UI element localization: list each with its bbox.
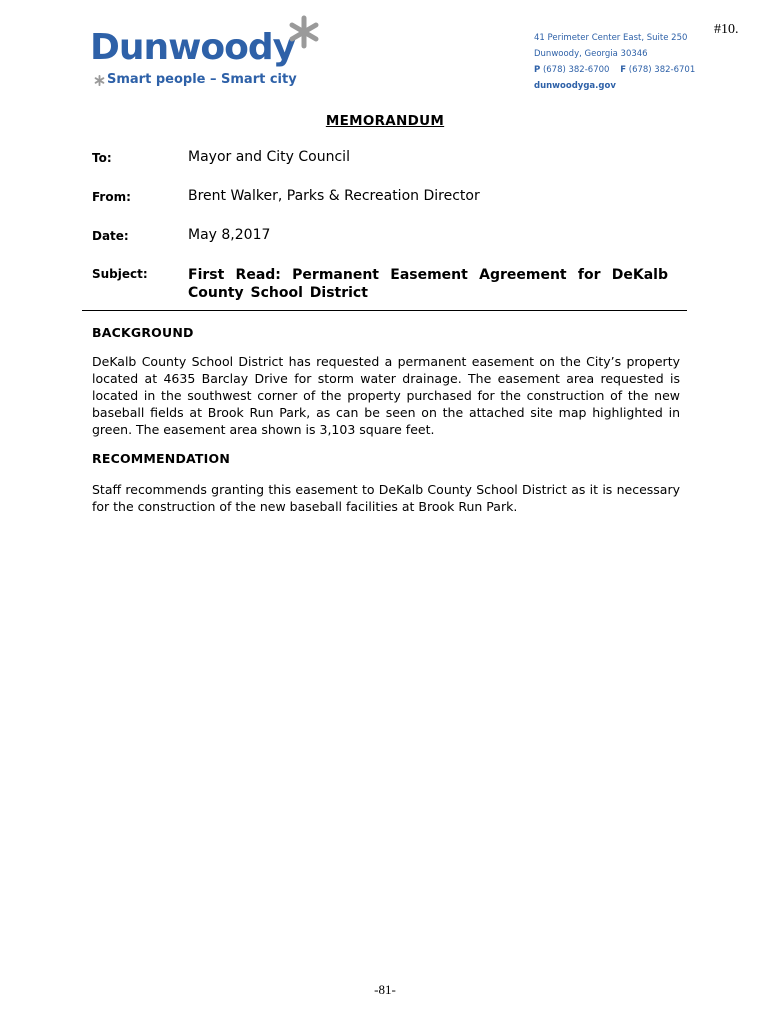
header-divider [82,310,687,311]
subject-value: First Read: Permanent Easement Agreement for DeKalb County School District [188,267,668,301]
recommendation-heading: RECOMMENDATION [92,451,230,466]
memo-title: MEMORANDUM [325,113,445,129]
address-phone-fax [534,62,695,78]
background-paragraph: DeKalb County School District has requested a permanent easement on the City’s property located at 4635 Barclay Drive for storm water drainage. The easement area requested is located in the southwest corner of the property purchased for the construction of the new baseball fields at Brook Run Park, as can be seen on the attached site map highlighted in green. The easement area shown is 3,103 square feet. [92,354,680,437]
item-number: #10. [714,22,739,37]
logo-asterisk-icon [286,14,322,50]
page-number: -81- [374,982,396,997]
phone-number: (678) 382-6700 [542,65,610,75]
recommendation-paragraph: Staff recommends granting this easement to DeKalb County School District as it is necessary for the construction of the new baseball facilities at Brook Run Park. [92,482,680,514]
date-label: Date: [92,229,129,243]
to-value: Mayor and City Council [188,149,350,165]
background-heading: BACKGROUND [92,325,194,340]
tagline-asterisk-icon [94,75,105,86]
address-line-2: Dunwoody, Georgia 30346 [534,49,648,59]
logo-wordmark: Dunwoody [90,27,296,68]
from-label: From: [92,190,131,204]
phone-label: P [534,65,541,75]
fax-number: (678) 382-6701 [628,65,696,75]
address-line-1: 41 Perimeter Center East, Suite 250 [534,33,688,43]
tagline-text: Smart people – Smart city [107,72,297,87]
from-value: Brent Walker, Parks & Recreation Director [188,188,480,204]
date-value: May 8,2017 [188,227,271,243]
logo-tagline [94,72,297,88]
website-link[interactable]: dunwoodyga.gov [534,81,616,91]
address-block [534,30,695,94]
subject-label: Subject: [92,267,148,281]
to-label: To: [92,151,112,165]
fax-label: F [620,65,627,75]
